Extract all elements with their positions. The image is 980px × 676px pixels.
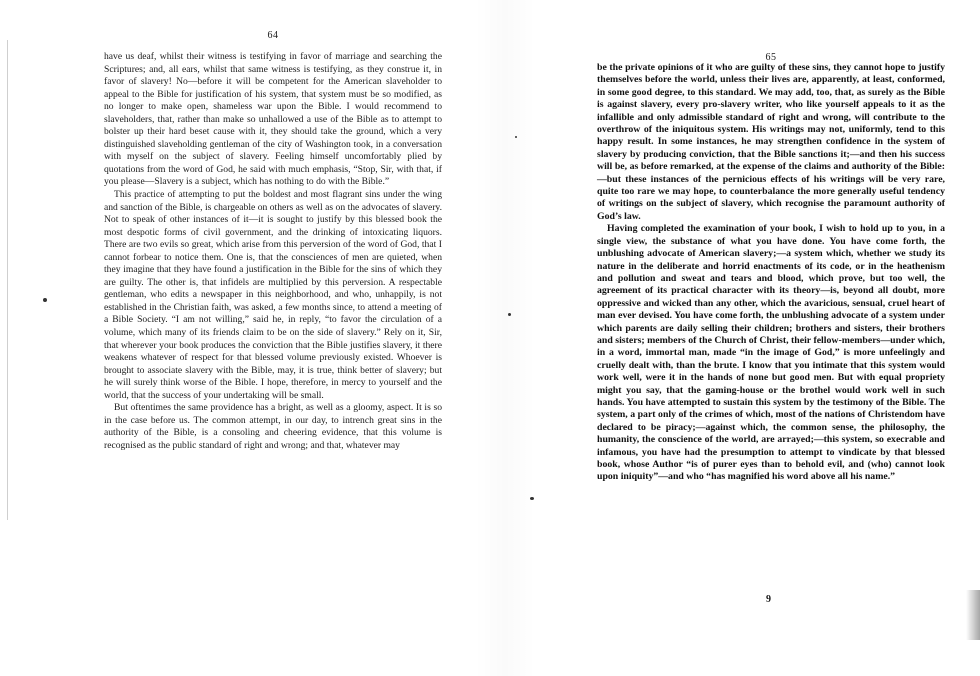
ink-speck <box>508 313 511 316</box>
page-edge-line <box>7 40 8 520</box>
paragraph: Having completed the examination of your book, I wish to hold up to you, in a single view, the substance of what you have done. You have come forth, the unblushing advocate of American slavery;—a system which, whether we study its nature in the deliberate and horrid enactments of its code, or in the heathenism and pollution and sweat and tears and blood, which prove, but too well, the agreement of its practical character with its theory—is, beyond all doubt, more oppressive and wicked than any other, which the avaricious, sensual, cruel heart of man ever devised. You have come forth, the unblushing advocate of a system under which parents are daily selling their children; brothers and sisters, their brothers and sisters; members of the Church of Christ, their fellow-members—under which, in a word, immortal man, made “in the image of God,” is more unfeelingly and cruelly dealt with, than the brute. I know that you intimate that this system would work well, were it in the hands of none but good men. But with equal propriety might you say, that the gaming-house or the brothel would work well in such hands. You have attempted to sustain this system by the testimony of the Bible. The system, a part only of the crimes of which, most of the nations of Christendom have declared to be piracy;—against which, the common sense, the philosophy, the humanity, the conscience of the world, are arrayed;—this system, so execrable and infamous, you have had the presumption to attempt to vindicate by that blessed book, whose Author “is of purer eyes than to behold evil, and (who) cannot look upon iniquity”—and who “has magnified his word above all his name.” <box>597 223 945 483</box>
paragraph: be the private opinions of it who are guilty of these sins, they cannot hope to justify themselves before the world, unless their lives are, apparently, at least, conformed, in some good degree, to this standard. We may add, too, that, as surely as the Bible is against slavery, every pro-slavery writer, who like yourself appeals to it as the infallible and only admissible standard of right and wrong, will contribute to the overthrow of the iniquitous system. His writings may not, uniformly, tend to this happy result. In some instances, he may strengthen confidence in the system of slavery by producing conviction, that the Bible sanctions it;—and then his success will be, as before remarked, at the expense of the claims and authority of the Bible:—but these instances of the pernicious effects of his writings will be very rare, quite too rare we may hope, to counterbalance the more generally useful tendency of writings on the subject of slavery, which recognise the paramount authority of God’s law. <box>597 62 945 222</box>
ink-speck <box>530 497 534 500</box>
paragraph: But oftentimes the same providence has a bright, as well as a gloomy, aspect. It is so in the case before us. The common attempt, in our day, to intrench great sins in the authority of the Bible, is a consoling and cheering evidence, that this volume is recognised as the public standard of right and wrong; and that, whatever may <box>104 402 442 451</box>
ink-speck <box>43 298 47 302</box>
right-page <box>597 52 945 484</box>
page-edge-smudge <box>966 590 980 640</box>
signature-mark: 9 <box>766 594 771 605</box>
paragraph: have us deaf, whilst their witness is testifying in favor of marriage and searching the Scriptures; and, all ears, whilst that same witness is testifying, as they construe it, in favor of slavery! No—before it will be competent for the American slaveholder to appeal to the Bible for justification of his system, that system must be so modified, as no longer to make open, shameless war upon the Bible. I would recommend to slaveholders, that, rather than make so unhallowed a use of the Bible as to attempt to bolster up their hard beset cause with it, they should take the ground, which a very distinguished slaveholding gentleman of the city of Washington took, in a conversation with myself on the subject of slavery. Feeling himself uncomfortably plied by quotations from the word of God, he said with much emphasis, “Stop, Sir, with that, if you please—Slavery is a subject, which has nothing to do with the Bible.” <box>104 51 442 188</box>
paragraph: This practice of attempting to put the boldest and most flagrant sins under the wing and sanction of the Bible, is chargeable on others as well as on the advocates of slavery. Not to speak of other instances of it—it is sought to justify by this blessed book the most despotic forms of civil government, and the drinking of intoxicating liquors. There are two evils so great, which arise from this perversion of the word of God, that I cannot forbear to notice them. One is, that the consciences of men are quieted, when they imagine that they have found a justification in the Bible for the sins of which they are guilty. The other is, that infidels are multiplied by this perversion. A respectable gentleman, who edits a newspaper in this neighborhood, and who, unhappily, is not established in the Christian faith, was asked, a few months since, to attend a meeting of a Bible Society. “I am not willing,” said he, in reply, “to favor the circulation of a volume, which many of its friends claim to be on the side of slavery.” Rely on it, Sir, that wherever your book produces the conviction that the Bible justifies slavery, it there weakens whatever of respect for that blessed volume previously existed. Whoever is brought to associate slavery with the Bible, may, it is true, think better of slavery; but he will surely think worse of the Bible. I hope, therefore, in mercy to yourself and the world, that the success of your undertaking will be small. <box>104 189 442 401</box>
ink-speck <box>515 136 517 138</box>
left-page <box>104 30 442 453</box>
book-gutter <box>475 0 535 676</box>
left-page-text <box>104 51 442 453</box>
left-page-number: 64 <box>267 30 279 41</box>
right-page-text <box>597 62 945 484</box>
right-page-number: 65 <box>765 52 777 63</box>
